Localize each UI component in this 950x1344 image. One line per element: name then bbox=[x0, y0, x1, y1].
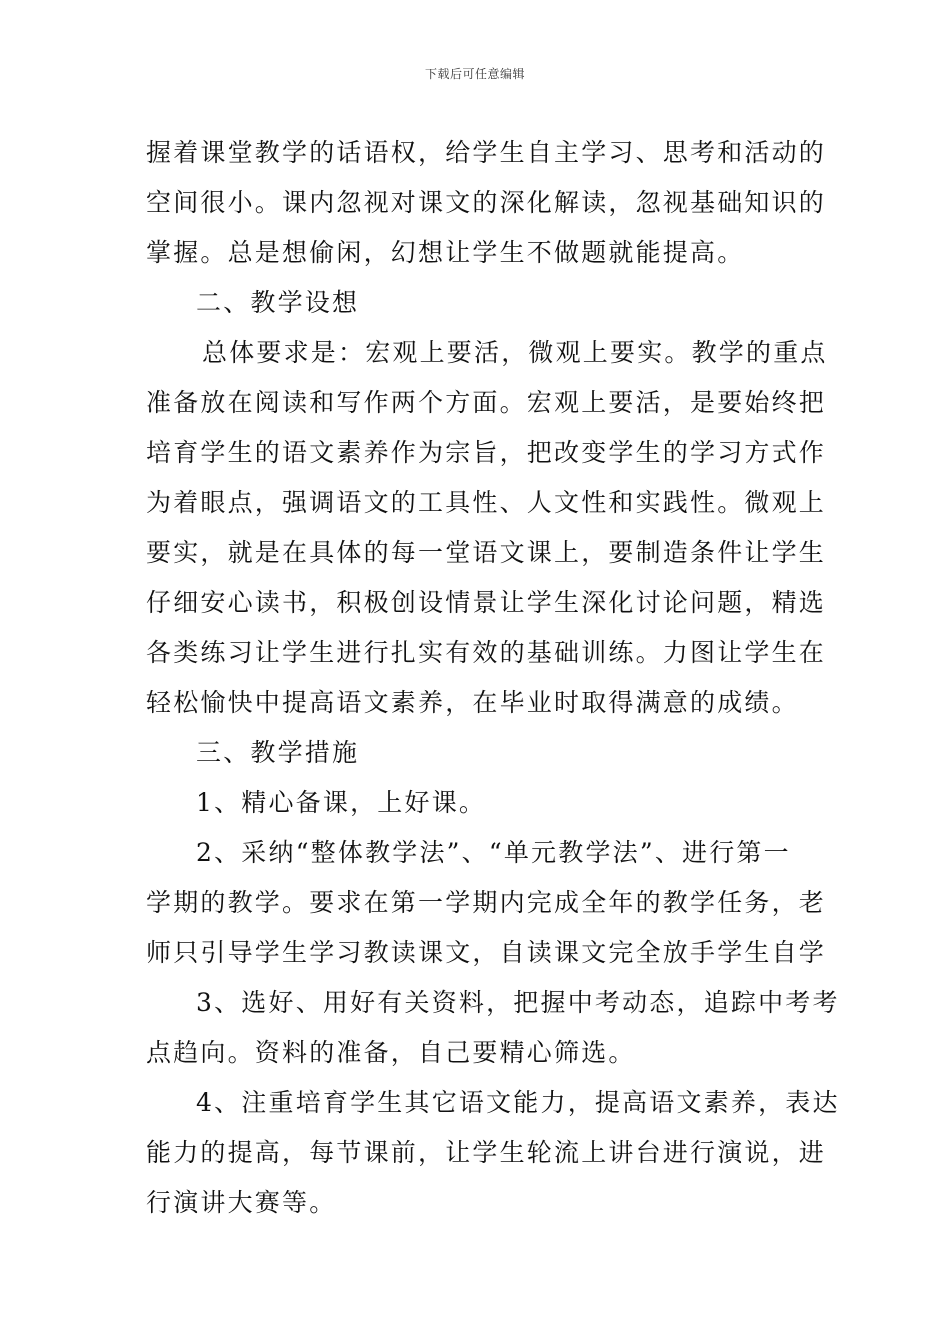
section-heading-teaching-measures: 三、教学措施 bbox=[196, 738, 360, 767]
paragraph-line: 准备放在阅读和写作两个方面。宏观上要活，是要始终把 bbox=[146, 388, 827, 417]
document-body bbox=[146, 128, 840, 1228]
paragraph-line: 能力的提高，每节课前，让学生轮流上讲台进行演说，进 bbox=[146, 1138, 827, 1167]
list-item-4: 4、注重培育学生其它语文能力，提高语文素养，表达 bbox=[196, 1088, 840, 1117]
paragraph-line: 点趋向。资料的准备，自己要精心筛选。 bbox=[146, 1038, 636, 1067]
paragraph-line: 轻松愉快中提高语文素养，在毕业时取得满意的成绩。 bbox=[146, 688, 799, 717]
section-heading-teaching-plan: 二、教学设想 bbox=[196, 288, 360, 317]
paragraph-line: 为着眼点，强调语文的工具性、人文性和实践性。微观上 bbox=[146, 488, 827, 517]
paragraph-line: 培育学生的语文素养作为宗旨，把改变学生的学习方式作 bbox=[146, 438, 827, 467]
paragraph-line: 行演讲大赛等。 bbox=[146, 1188, 337, 1217]
list-item-3: 3、选好、用好有关资料，把握中考动态，追踪中考考 bbox=[196, 988, 840, 1017]
list-item-1: 1、精心备课，上好课。 bbox=[196, 788, 487, 817]
page-header-note: 下载后可任意编辑 bbox=[424, 67, 525, 81]
paragraph-line: 仔细安心读书，积极创设情景让学生深化讨论问题，精选 bbox=[146, 588, 827, 617]
paragraph-line: 师只引导学生学习教读课文，自读课文完全放手学生自学 bbox=[146, 938, 827, 967]
paragraph-line: 空间很小。课内忽视对课文的深化解读，忽视基础知识的 bbox=[146, 188, 827, 217]
paragraph-line: 学期的教学。要求在第一学期内完成全年的教学任务，老 bbox=[146, 888, 827, 917]
paragraph-line: 握着课堂教学的话语权，给学生自主学习、思考和活动的 bbox=[146, 138, 827, 167]
paragraph-line: 要实，就是在具体的每一堂语文课上，要制造条件让学生 bbox=[146, 538, 827, 567]
paragraph-line: 各类练习让学生进行扎实有效的基础训练。力图让学生在 bbox=[146, 638, 827, 667]
paragraph-line: 总体要求是：宏观上要活，微观上要实。教学的重点 bbox=[202, 338, 828, 367]
list-item-2: 2、采纳“整体教学法”、“单元教学法”、进行第一 bbox=[196, 838, 791, 867]
paragraph-line: 掌握。总是想偷闲，幻想让学生不做题就能提高。 bbox=[146, 238, 745, 267]
